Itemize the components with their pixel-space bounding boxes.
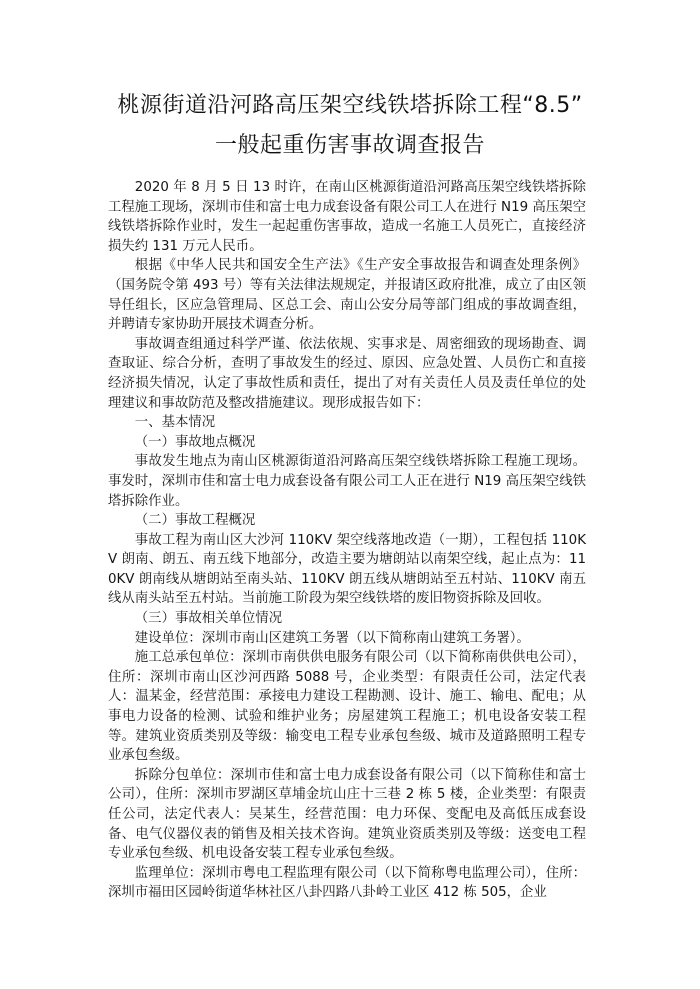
subsection-heading-units: （三）事故相关单位情况	[134, 611, 283, 627]
construction-unit-paragraph: 建设单位：深圳市南山区建筑工务署（以下简称南山建筑工务署）。	[134, 630, 530, 646]
subsection-heading-project: （二）事故工程概况	[134, 513, 256, 529]
intro-paragraph: 2020 年 8 月 5 日 13 时许，在南山区桃源街道沿河路高压架空线铁塔拆除工程施工现场，深圳市佳和富士电力成套设备有限公司工人在进行 N19 高压架空线铁塔拆除作业时，发生一起起重伤害事故，造成一名施工人员死亡，直接经济损失约 131 万元人民币。	[108, 180, 586, 254]
investigation-paragraph: 事故调查组通过科学严谨、依法依规、实事求是、周密细致的现场勘查、调查取证、综合分析，查明了事故发生的经过、原因、应急处置、人员伤亡和直接经济损失情况，认定了事故性质和责任，提出了对有关责任人员及责任单位的处理建议和事故防范及整改措施建议。现形成报告如下：	[108, 336, 586, 411]
general-contractor-paragraph: 施工总承包单位：深圳市南供供电服务有限公司（以下简称南供供电公司），住所：深圳市南山区沙河西路 5088 号，企业类型：有限责任公司，法定代表人：温某金，经营范围：承接电力建设工程勘测、设计、施工、输电、配电；从事电力设备的检测、试验和维护业务；房屋建筑工程施工；机电设备安装工程等。建筑业资质类别及等级：输变电工程专业承包叁级、城市及道路照明工程专业承包叁级。	[108, 650, 586, 764]
project-paragraph: 事故工程为南山区大沙河 110KV 架空线落地改造（一期），工程包括 110KV 朗南、朗五、南五线下地部分，改造主要为塘朗站以南架空线，起止点为：110KV 朗南线从塘朗站至南头站、110KV 朗五线从塘朗站至五村站、110KV 南五线从南头站至五村站。当前施工阶段为架空线铁塔的废旧物资拆除及回收。	[108, 532, 586, 607]
section-heading-basic-info: 一、基本情况	[134, 415, 216, 431]
report-title-line-2: 一般起重伤害事故调查报告	[214, 133, 485, 158]
demolition-subcontractor-paragraph: 拆除分包单位：深圳市佳和富士电力成套设备有限公司（以下简称佳和富士公司），住所：深圳市罗湖区草埔金坑山庄十三巷 2 栋 5 楼，企业类型：有限责任公司，法定代表人：吴某生，经营范围：电力环保、变配电及高低压成套设备、电气仪器仪表的销售及相关技术咨询。建筑业资质类别及等级：送变电工程专业承包叁级、机电设备安装工程专业承包叁级。	[108, 767, 586, 862]
legal-basis-paragraph: 根据《中华人民共和国安全生产法》《生产安全事故报告和调查处理条例》（国务院令第 493 号）等有关法律法规规定，并报请区政府批准，成立了由区领导任组长，区应急管理局、区总工会、南山公安分局等部门组成的事故调查组，并聘请专家协助开展技术调查分析。	[108, 258, 586, 333]
supervision-unit-paragraph: 监理单位：深圳市粤电工程监理有限公司（以下简称粤电监理公司），住所：深圳市福田区园岭街道华林社区八卦四路八卦岭工业区 412 栋 505，企业	[108, 865, 586, 901]
location-paragraph: 事故发生地点为南山区桃源街道沿河路高压架空线铁塔拆除工程施工现场。事发时，深圳市佳和富士电力成套设备有限公司工人正在进行 N19 高压架空线铁塔拆除作业。	[108, 454, 586, 509]
report-body	[108, 178, 586, 903]
report-title-line-1: 桃源街道沿河路高压架空线铁塔拆除工程“8.5”	[117, 93, 583, 118]
report-title	[60, 86, 640, 166]
subsection-heading-location: （一）事故地点概况	[134, 434, 256, 450]
